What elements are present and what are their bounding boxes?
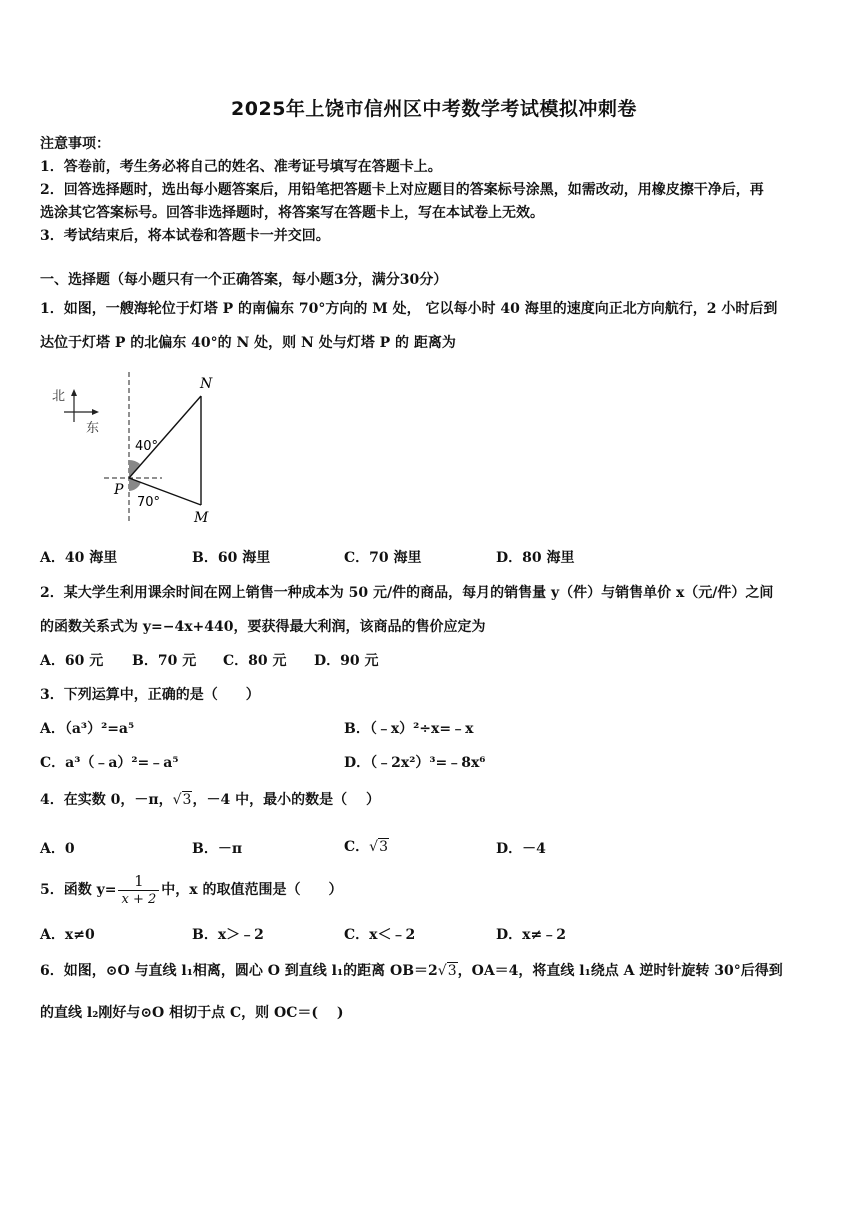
question-3-option-b: B．（﹣x）²÷x=﹣x — [344, 721, 474, 737]
sqrt-radicand-option: 3 — [379, 839, 388, 855]
sqrt-3: √3 — [172, 792, 192, 808]
question-4-line-1 — [40, 789, 380, 809]
sqrt-radicand: 3 — [182, 792, 192, 808]
fraction — [118, 872, 159, 908]
question-1-option-b: B．60 海里 — [192, 550, 271, 566]
notes-heading: 注意事项： — [40, 136, 110, 152]
question-6-text-post: ，OA＝4，将直线 l₁绕点 A 逆时针旋转 30°后得到 — [457, 963, 783, 979]
question-1-option-c: C．70 海里 — [344, 550, 422, 566]
question-4-option-c-label: C． — [344, 839, 370, 855]
question-6-line-1 — [40, 960, 783, 980]
question-2-option-b: B．70 元 — [132, 653, 197, 669]
question-4-option-a: A．0 — [40, 841, 75, 857]
question-1-figure — [44, 370, 234, 530]
page-title: 2025年上饶市信州区中考数学考试模拟冲刺卷 — [231, 98, 637, 120]
point-M-label: M — [194, 510, 209, 526]
point-P-label: P — [114, 482, 124, 498]
fraction-numerator: 1 — [118, 872, 159, 891]
question-1-option-a: A．40 海里 — [40, 550, 118, 566]
note-item-2-cont: 选涂其它答案标号。回答非选择题时，将答案写在答题卡上，写在本试卷上无效。 — [40, 205, 544, 221]
compass-east-label: 东 — [86, 421, 100, 436]
sqrt-3-q6: √3 — [437, 963, 457, 979]
compass-north-label: 北 — [52, 389, 66, 404]
question-4-option-d: D．－4 — [496, 841, 546, 857]
question-5-option-a: A．x≠0 — [40, 927, 95, 943]
question-5-option-d: D．x≠﹣2 — [496, 927, 566, 943]
question-5-text-pre: 5．函数 y= — [40, 882, 117, 898]
question-1-option-d: D．80 海里 — [496, 550, 575, 566]
question-1-line-2: 达位于灯塔 P 的北偏东 40°的 N 处，则 N 处与灯塔 P 的 距离为 — [40, 335, 456, 351]
sqrt-radicand-q6: 3 — [447, 963, 457, 979]
question-3-option-c: C．a³（﹣a）²=﹣a⁵ — [40, 755, 179, 771]
question-2-option-a: A．60 元 — [40, 653, 104, 669]
question-3-option-d: D．（﹣2x²）³=﹣8x⁶ — [344, 755, 486, 771]
note-item-1: 1．答卷前，考生务必将自己的姓名、准考证号填写在答题卡上。 — [40, 159, 442, 175]
question-5-option-c: C．x＜﹣2 — [344, 927, 416, 943]
point-N-label: N — [200, 376, 213, 392]
question-4-option-b: B．－π — [192, 841, 243, 857]
question-2-line-1: 2．某大学生利用课余时间在网上销售一种成本为 50 元/件的商品，每月的销售量 y（件）与销售单价 x（元/件）之间 — [40, 585, 774, 601]
question-5-text-post: 中，x 的取值范围是（ ） — [161, 882, 343, 898]
question-3-line-1: 3．下列运算中，正确的是（ ） — [40, 687, 260, 703]
compass-east-arrow-icon — [92, 409, 99, 415]
question-4-option-c — [344, 836, 389, 856]
question-2-option-d: D．90 元 — [314, 653, 379, 669]
question-6-text-pre: 6．如图，⊙O 与直线 l₁相离，圆心 O 到直线 l₁的距离 OB＝2 — [40, 963, 438, 979]
compass-north-arrow-icon — [71, 389, 77, 396]
angle-40-label: 40° — [135, 439, 159, 454]
note-item-3: 3．考试结束后，将本试卷和答题卡一并交回。 — [40, 228, 330, 244]
question-4-text-pre: 4．在实数 0，－π， — [40, 792, 173, 808]
angle-70-label: 70° — [137, 495, 161, 510]
question-2-line-2: 的函数关系式为 y=−4x+440，要获得最大利润，该商品的售价应定为 — [40, 619, 486, 635]
sqrt-3-option: √3 — [369, 839, 388, 855]
question-1-line-1: 1．如图，一艘海轮位于灯塔 P 的南偏东 70°方向的 M 处， 它以每小时 40 海里的速度向正北方向航行，2 小时后到 — [40, 301, 778, 317]
segment-PN — [129, 396, 201, 478]
question-4-text-post: ，－4 中，最小的数是（ ） — [192, 792, 380, 808]
question-5-option-b: B．x＞﹣2 — [192, 927, 264, 943]
section-heading: 一、选择题（每小题只有一个正确答案，每小题3分，满分30分） — [40, 272, 448, 288]
question-5-line-1 — [40, 872, 342, 908]
question-6-line-2: 的直线 l₂刚好与⊙O 相切于点 C，则 OC＝( ) — [40, 1005, 344, 1021]
fraction-denominator: x + 2 — [121, 892, 157, 907]
note-item-2: 2．回答选择题时，选出每小题答案后，用铅笔把答题卡上对应题目的答案标号涂黑，如需改动，用橡皮擦干净后，再 — [40, 182, 764, 198]
question-3-option-a: A．（a³）²=a⁵ — [40, 721, 135, 737]
question-2-option-c: C．80 元 — [223, 653, 287, 669]
